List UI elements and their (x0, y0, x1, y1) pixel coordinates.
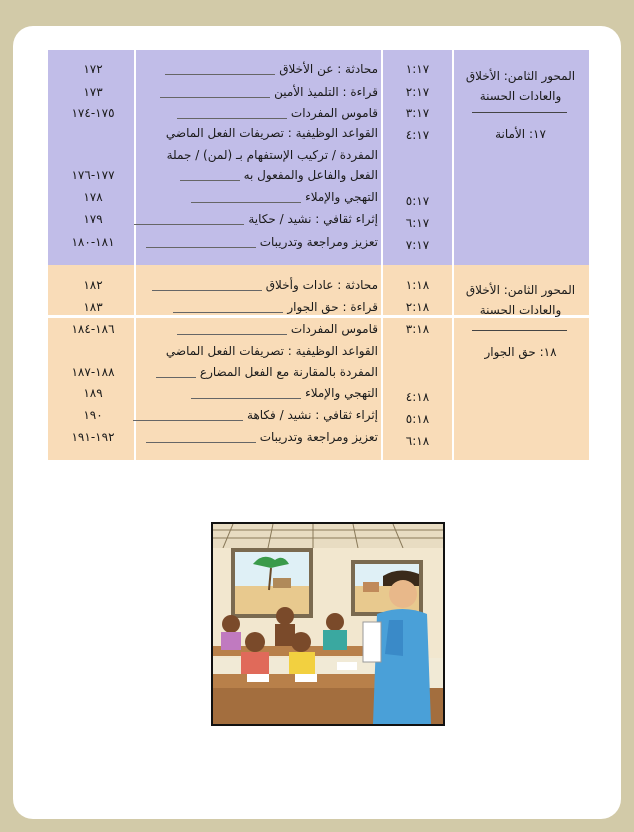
lesson-number: ٦:١٨ (405, 434, 430, 448)
lesson-entry: تعزيز ومراجعة وتدريبات (140, 428, 378, 446)
lesson-entry: إثراء ثقافي : نشيد / حكاية (140, 210, 378, 228)
page-number: ١٧٣ (83, 85, 103, 99)
lesson-entry: إثراء ثقافي : نشيد / فكاهة (140, 406, 378, 424)
unit17-divider (472, 112, 567, 113)
lesson-entry: قراءة : التلميذ الأمين (140, 83, 378, 101)
lesson-entry-cont: المفردة / تركيب الإستفهام بـ (لمن) / جملة (166, 148, 378, 162)
page-number: ١٧٢ (83, 62, 103, 76)
lesson-entry: التهجي والإملاء (140, 384, 378, 402)
lesson-number: ٣:١٧ (405, 106, 430, 120)
lesson-number: ٢:١٧ (405, 85, 430, 99)
page-number: ١٧٨ (83, 190, 103, 204)
lesson-entry-cont: المفردة بالمقارنة مع الفعل المضارع (140, 363, 378, 381)
classroom-scene (213, 524, 443, 724)
lesson-number: ٤:١٨ (405, 390, 430, 404)
unit17-lesson-title: ١٧: الأمانة (495, 127, 546, 141)
lesson-number: ٥:١٧ (405, 194, 430, 208)
page-number: ١٧٩ (83, 212, 103, 226)
page-number: ١٨٨-١٨٧ (71, 365, 115, 379)
unit18-axis-title: المحور الثامن: الأخلاق والعادات الحسنة (465, 283, 576, 317)
lesson-number: ١:١٧ (405, 62, 430, 76)
page-number: ١٨٣ (83, 300, 103, 314)
unit17-axis-title: المحور الثامن: الأخلاق والعادات الحسنة (465, 69, 576, 103)
page-number: ١٧٥-١٧٤ (71, 106, 115, 120)
unit18-lesson-title: ١٨: حق الجوار (484, 345, 557, 359)
page-number: ١٨٢ (83, 278, 103, 292)
unit18-divider (472, 330, 567, 331)
page-number: ١٨١-١٨٠ (71, 235, 115, 249)
lesson-entry: قراءة : حق الجوار (140, 298, 378, 316)
lesson-entry: القواعد الوظيفية : تصريفات الفعل الماضي (165, 126, 378, 140)
lesson-entry-cont: الفعل والفاعل والمفعول به (140, 166, 378, 184)
page-number: ١٨٦-١٨٤ (71, 322, 115, 336)
lesson-number: ٧:١٧ (405, 238, 430, 252)
page-number: ١٨٩ (83, 386, 103, 400)
lesson-entry: التهجي والإملاء (140, 188, 378, 206)
lesson-entry: محادثة : عن الأخلاق (140, 60, 378, 78)
lesson-entry: القواعد الوظيفية : تصريفات الفعل الماضي (165, 344, 378, 358)
lesson-number: ٦:١٧ (405, 216, 430, 230)
lesson-number: ٢:١٨ (405, 300, 430, 314)
page-number: ١٩٠ (83, 408, 103, 422)
page-number: ١٧٧-١٧٦ (71, 168, 115, 182)
lesson-number: ١:١٨ (405, 278, 430, 292)
lesson-entry: قاموس المفردات (140, 104, 378, 122)
lesson-entry: تعزيز ومراجعة وتدريبات (140, 233, 378, 251)
classroom-illustration (211, 522, 445, 726)
lesson-number: ٤:١٧ (405, 128, 430, 142)
lesson-number: ٥:١٨ (405, 412, 430, 426)
lesson-number: ٣:١٨ (405, 322, 430, 336)
lesson-entry: محادثة : عادات وأخلاق (140, 276, 378, 294)
lesson-entry: قاموس المفردات (140, 320, 378, 338)
page-number: ١٩٢-١٩١ (71, 430, 115, 444)
